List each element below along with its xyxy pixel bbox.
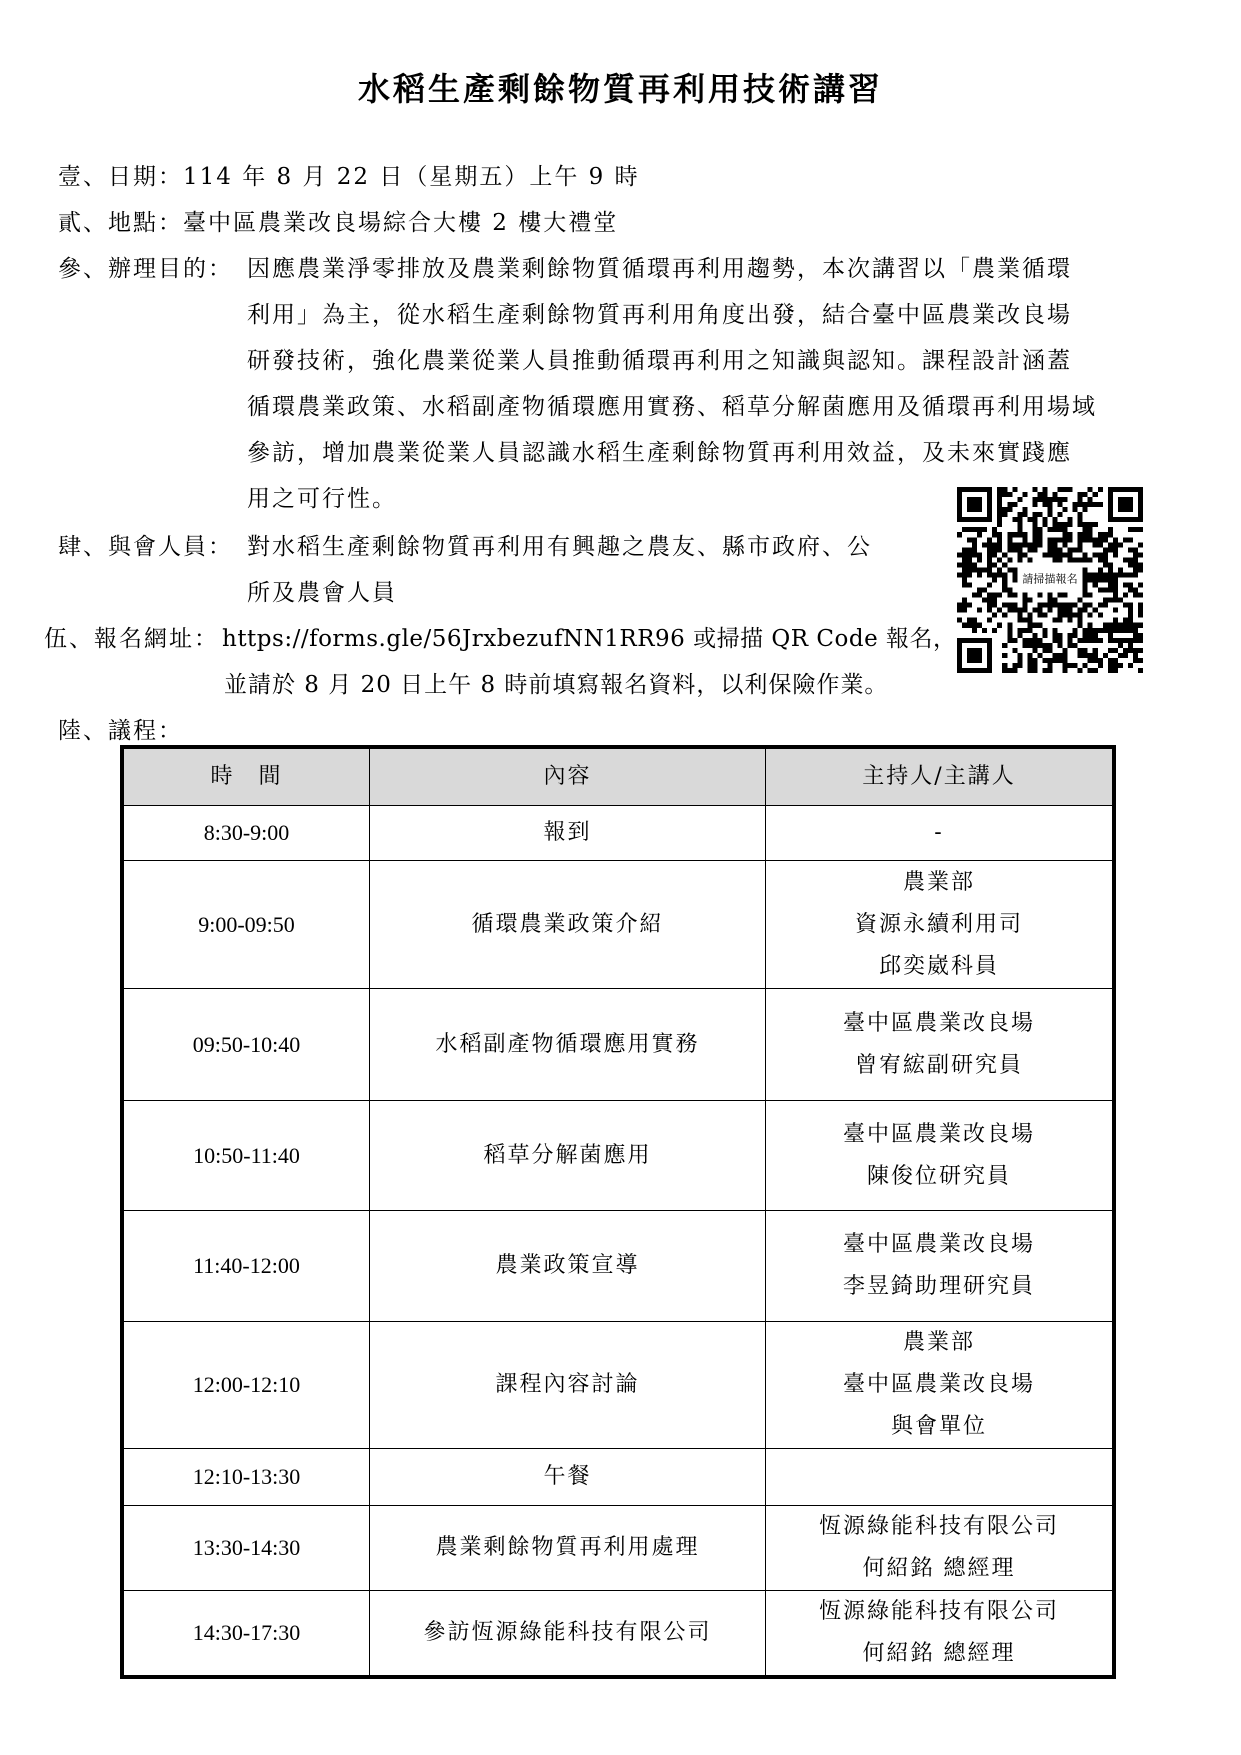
agenda-label: 陸、議程： xyxy=(58,718,183,744)
agenda-content: 參訪恆源綠能科技有限公司 xyxy=(370,1591,766,1678)
speaker-line: 陳俊位研究員 xyxy=(866,1163,1011,1189)
attendees-label: 肆、與會人員： xyxy=(58,534,233,560)
speaker-line: 農業部 xyxy=(902,1330,975,1355)
speaker-line: 臺中區農業改良場 xyxy=(842,1121,1035,1147)
agenda-speaker xyxy=(766,1591,1115,1678)
speaker-line: 何紹銘 總經理 xyxy=(862,1556,1016,1581)
agenda-speaker xyxy=(766,861,1115,989)
speaker-line: 臺中區農業改良場 xyxy=(842,1372,1035,1397)
qr-caption: 請掃描報名 xyxy=(1022,572,1078,586)
speaker-line: 資源永續利用司 xyxy=(854,911,1023,937)
header-content: 內容 xyxy=(370,747,766,806)
speaker-line: 李昱錡助理研究員 xyxy=(842,1274,1035,1299)
purpose-line: 利用」為主，從水稻生產剩餘物質再利用角度出發，結合臺中區農業改良場 xyxy=(247,302,1072,328)
registration-url[interactable]: https://forms.gle/56JrxbezufNN1RR96 或掃描 QR Code 報名， xyxy=(222,626,957,652)
table-row xyxy=(122,1211,1114,1322)
agenda-content: 水稻副產物循環應用實務 xyxy=(370,989,766,1101)
speaker-line: 農業部 xyxy=(902,869,975,895)
table-row xyxy=(122,1449,1114,1506)
agenda-speaker xyxy=(766,989,1115,1101)
agenda-speaker xyxy=(766,1506,1115,1591)
agenda-content: 循環農業政策介紹 xyxy=(370,861,766,989)
qr-code-icon[interactable] xyxy=(957,487,1143,673)
attendees-line: 對水稻生產剩餘物質再利用有興趣之農友、縣市政府、公 xyxy=(247,534,872,560)
agenda-speaker xyxy=(766,1449,1115,1506)
date-line: 壹、日期：114 年 8 月 22 日（星期五）上午 9 時 xyxy=(58,164,640,190)
purpose-label: 參、辦理目的： xyxy=(58,256,233,282)
agenda-speaker xyxy=(766,1322,1115,1449)
registration-label: 伍、報名網址： xyxy=(44,626,219,652)
speaker-line: 臺中區農業改良場 xyxy=(842,1232,1035,1257)
registration-line: 並請於 8 月 20 日上午 8 時前填寫報名資料，以利保險作業。 xyxy=(224,672,889,698)
speaker-line: 何紹銘 總經理 xyxy=(862,1641,1016,1666)
purpose-line: 參訪，增加農業從業人員認識水稻生產剩餘物質再利用效益，及未來實踐應 xyxy=(247,440,1072,466)
table-row xyxy=(122,861,1114,989)
purpose-line: 研發技術，強化農業從業人員推動循環再利用之知識與認知。課程設計涵蓋 xyxy=(247,348,1072,374)
location-line: 貳、地點：臺中區農業改良場綜合大樓 2 樓大禮堂 xyxy=(58,210,619,236)
speaker-line: 邱奕崴科員 xyxy=(878,953,999,979)
agenda-content: 稻草分解菌應用 xyxy=(370,1101,766,1211)
agenda-time: 09:50-10:40 xyxy=(122,989,370,1101)
page-title: 水稻生產剩餘物質再利用技術講習 xyxy=(357,70,883,108)
table-row xyxy=(122,1506,1114,1591)
purpose-line: 循環農業政策、水稻副產物循環應用實務、稻草分解菌應用及循環再利用場域 xyxy=(247,394,1097,420)
speaker-line: 恆源綠能科技有限公司 xyxy=(818,1599,1059,1624)
speaker-line: 與會單位 xyxy=(890,1414,987,1439)
agenda-time: 9:00-09:50 xyxy=(122,861,370,989)
agenda-content: 農業剩餘物質再利用處理 xyxy=(370,1506,766,1591)
header-time: 時 間 xyxy=(122,747,370,806)
speaker-line: 臺中區農業改良場 xyxy=(842,1010,1035,1036)
table-row xyxy=(122,1322,1114,1449)
agenda-time: 8:30-9:00 xyxy=(122,806,370,861)
table-row xyxy=(122,1591,1114,1678)
purpose-line: 因應農業淨零排放及農業剩餘物質循環再利用趨勢，本次講習以「農業循環 xyxy=(247,256,1072,282)
agenda-header-row xyxy=(122,747,1114,806)
registration-line[interactable] xyxy=(222,620,957,653)
speaker-line: 恆源綠能科技有限公司 xyxy=(818,1514,1059,1539)
agenda-time: 10:50-11:40 xyxy=(122,1101,370,1211)
agenda-speaker xyxy=(766,1211,1115,1322)
agenda-content: 報到 xyxy=(370,806,766,861)
agenda-speaker xyxy=(766,1101,1115,1211)
agenda-time: 13:30-14:30 xyxy=(122,1506,370,1591)
agenda-time: 14:30-17:30 xyxy=(122,1591,370,1678)
purpose-line: 用之可行性。 xyxy=(247,486,397,512)
agenda-content: 課程內容討論 xyxy=(370,1322,766,1449)
speaker-line: 曾宥綋副研究員 xyxy=(854,1052,1023,1078)
agenda-time: 11:40-12:00 xyxy=(122,1211,370,1322)
agenda-time: 12:00-12:10 xyxy=(122,1322,370,1449)
agenda-content: 農業政策宣導 xyxy=(370,1211,766,1322)
agenda-speaker xyxy=(766,806,1115,861)
header-speaker: 主持人/主講人 xyxy=(766,747,1115,806)
attendees-line: 所及農會人員 xyxy=(247,580,397,606)
table-row xyxy=(122,1101,1114,1211)
table-row xyxy=(122,806,1114,861)
agenda-content: 午餐 xyxy=(370,1449,766,1506)
table-row xyxy=(122,989,1114,1101)
agenda-time: 12:10-13:30 xyxy=(122,1449,370,1506)
speaker-line: - xyxy=(934,820,944,845)
agenda-table xyxy=(120,745,1116,1679)
